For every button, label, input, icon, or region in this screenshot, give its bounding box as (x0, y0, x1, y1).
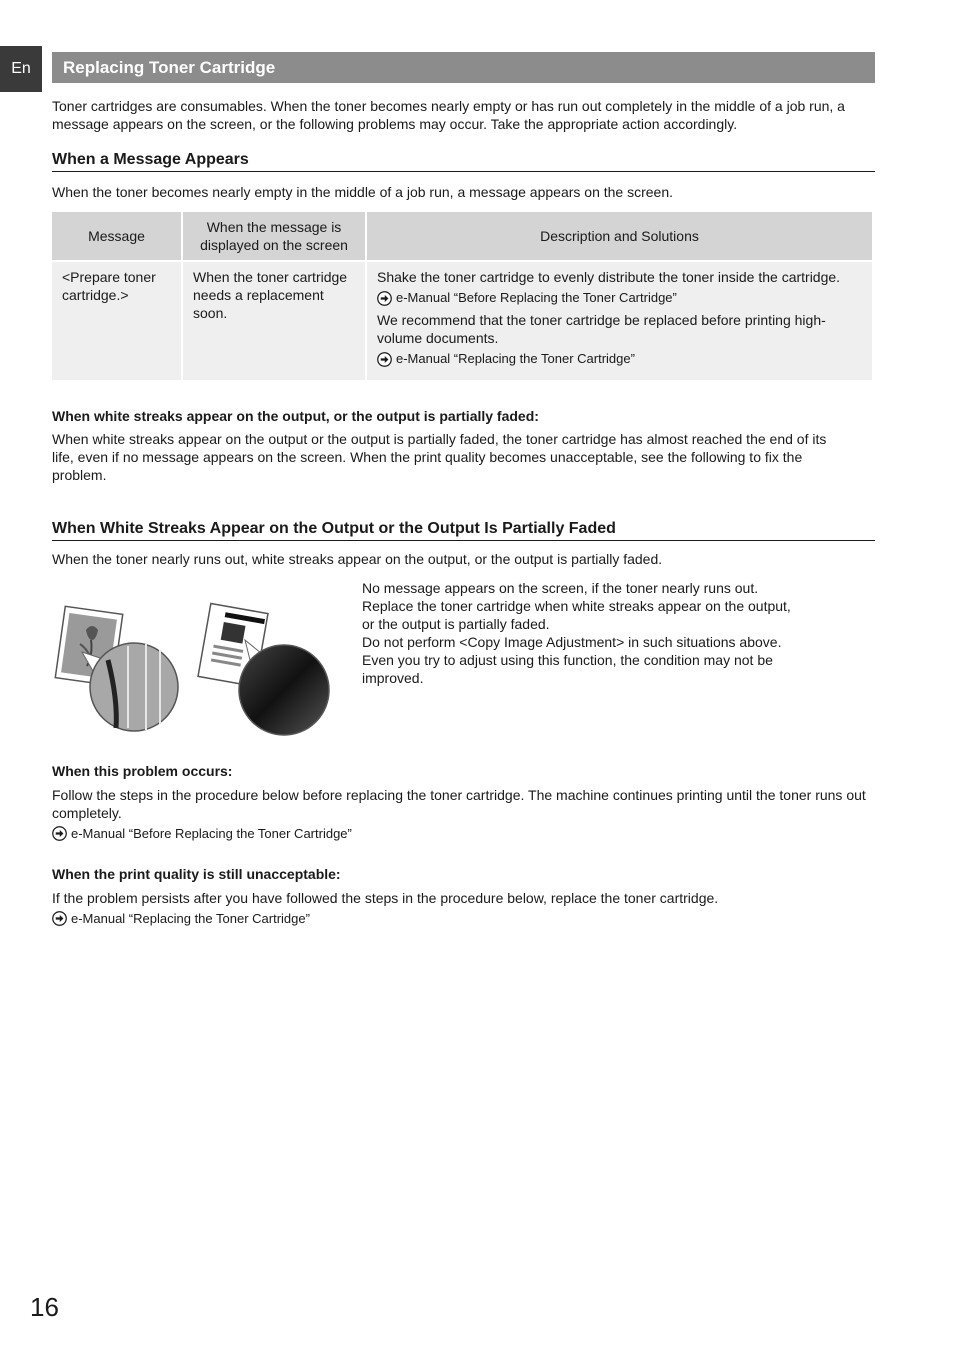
table-cell-message: <Prepare toner cartridge.> (52, 260, 181, 380)
table-header-description: Description and Solutions (367, 212, 872, 260)
table-header-message: Message (52, 212, 181, 260)
problem-heading: When this problem occurs: (52, 763, 233, 779)
table-cell-description (367, 260, 872, 380)
page-number: 16 (30, 1292, 59, 1322)
section-text-message: When the toner becomes nearly empty in the middle of a job run, a message appears on the screen. (52, 184, 674, 200)
page-title: Replacing Toner Cartridge (52, 52, 875, 83)
emanual-reference-link[interactable] (377, 289, 862, 307)
emanual-reference-link[interactable] (377, 350, 862, 368)
side-text-2: Do not perform <Copy Image Adjustment> in such situations above. Even you try to adjust using this function, the condition may not be improved. (362, 634, 782, 686)
emanual-reference-text: e-Manual “Before Replacing the Toner Cartridge” (396, 290, 677, 305)
arrow-circle-icon (52, 911, 67, 926)
arrow-circle-icon (52, 826, 67, 841)
description-text-2: We recommend that the toner cartridge be replaced before printing high-volume documents. (377, 312, 826, 346)
sub-text-white-streaks: When white streaks appear on the output or the output is partially faded, the toner cartridge has almost reached the end of its life, even if no message appears on the screen. When the print quality becomes unacceptable, see the following to fix the problem. (52, 431, 827, 483)
side-explanation (362, 579, 792, 687)
message-table (50, 212, 874, 380)
emanual-reference-link[interactable] (52, 826, 352, 841)
intro-text: Toner cartridges are consumables. When the toner becomes nearly empty or has run out completely in the middle of a job run, a message appears on the screen, or the following problems may occur. Take the appropriate action accordingly. (52, 98, 845, 132)
section-heading-message: When a Message Appears (52, 151, 875, 172)
emanual-reference-text: e-Manual “Replacing the Toner Cartridge” (396, 351, 635, 366)
table-header-when: When the message is displayed on the screen (183, 212, 365, 260)
arrow-circle-icon (377, 291, 392, 306)
table-cell-when: When the toner cartridge needs a replacement soon. (183, 260, 365, 380)
table-row (52, 260, 872, 380)
sub-heading-white-streaks: When white streaks appear on the output, or the output is partially faded: (52, 408, 539, 424)
faded-output-illustration (52, 600, 337, 740)
magnified-black-area (239, 640, 329, 735)
section-text-streaks: When the toner nearly runs out, white streaks appear on the output, or the output is partially faded. (52, 551, 663, 567)
quality-text: If the problem persists after you have followed the steps in the procedure below, replace the toner cartridge. (52, 890, 719, 906)
problem-text: Follow the steps in the procedure below before replacing the toner cartridge. The machine continues printing until the toner runs out completely. (52, 787, 866, 821)
language-tab: En (0, 46, 42, 92)
arrow-circle-icon (377, 352, 392, 367)
emanual-reference-link[interactable] (52, 911, 310, 926)
emanual-reference-text: e-Manual “Replacing the Toner Cartridge” (71, 911, 310, 926)
section-heading-streaks: When White Streaks Appear on the Output or the Output Is Partially Faded (52, 520, 875, 541)
description-text-1: Shake the toner cartridge to evenly distribute the toner inside the cartridge. (377, 269, 841, 285)
quality-heading: When the print quality is still unacceptable: (52, 866, 341, 882)
side-text-1: No message appears on the screen, if the toner nearly runs out. Replace the toner cartridge when white streaks appear on the output, or the output is partially faded. (362, 580, 791, 632)
emanual-reference-text: e-Manual “Before Replacing the Toner Cartridge” (71, 826, 352, 841)
table-header-row (52, 212, 872, 260)
